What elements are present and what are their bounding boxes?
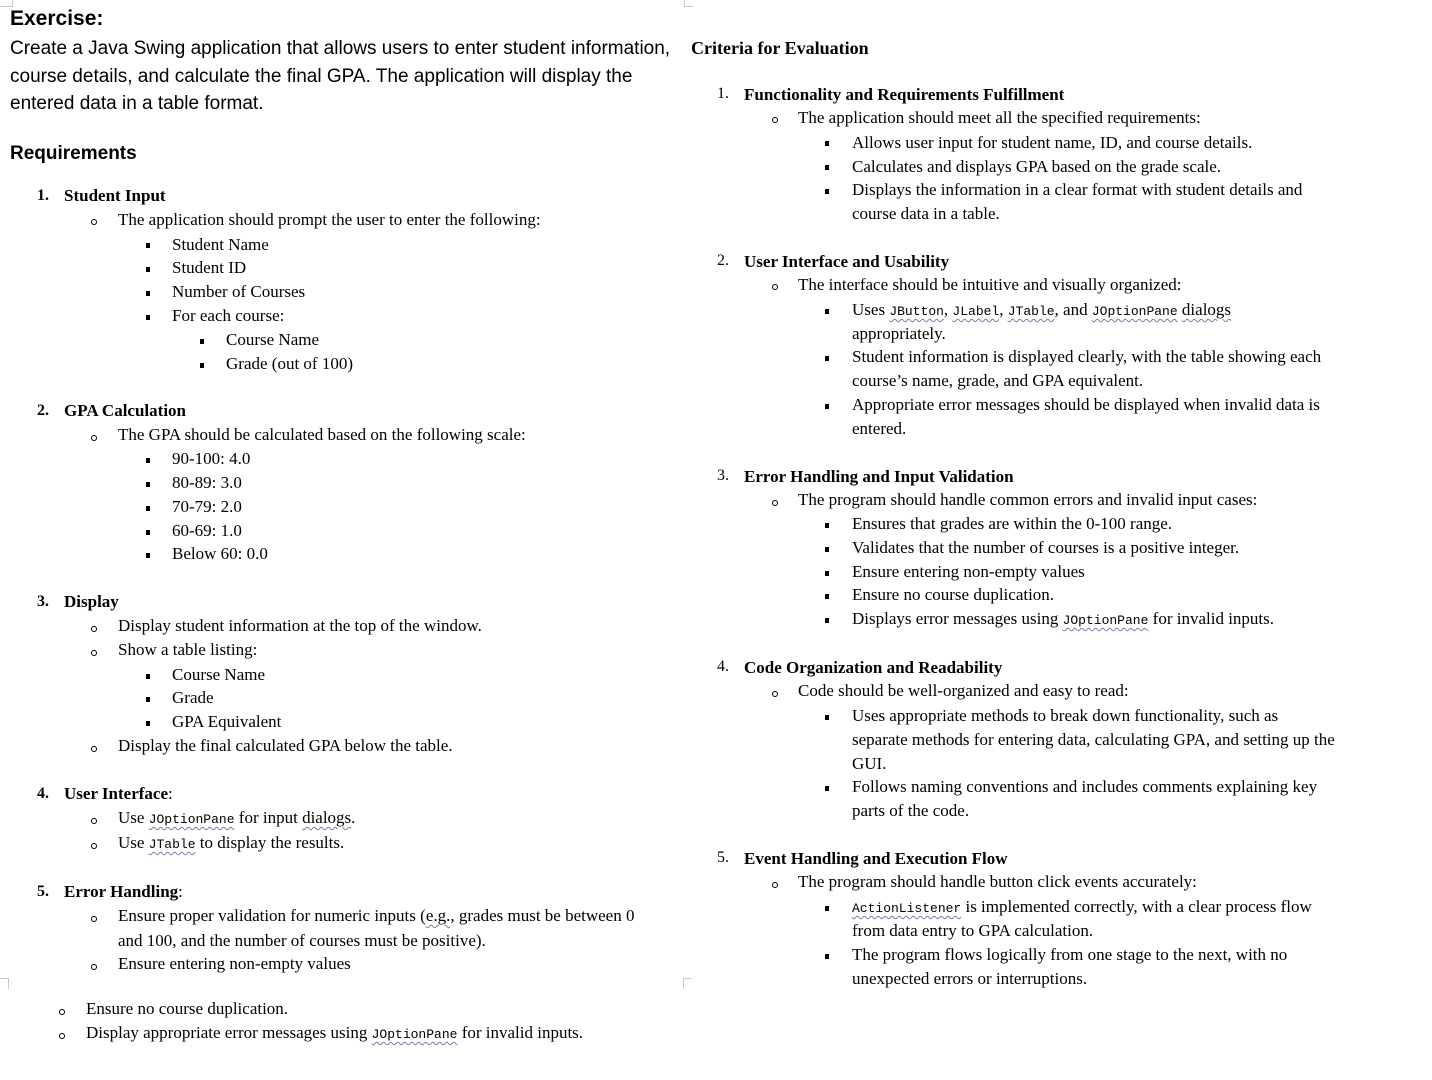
square-bullet-icon: [825, 786, 829, 791]
intro-line-2: course details, and calculate the final GPA. The application will display the: [10, 66, 633, 87]
square-bullet-icon: [825, 356, 829, 361]
crit5-sub: The program should handle button click events accurately:: [798, 872, 1197, 891]
square-bullet-icon: [825, 309, 829, 314]
crop-mark-mid-left: [0, 978, 9, 989]
circle-bullet-icon: [772, 691, 778, 697]
square-bullet-icon: [825, 165, 829, 170]
crop-mark-top-left: [0, 0, 13, 7]
circle-bullet-icon: [91, 219, 97, 225]
crit2-title: User Interface and Usability: [744, 252, 950, 271]
code-joptionpane: JOptionPane: [1062, 613, 1149, 628]
crit3-item-5: Displays error messages using JOptionPane for invalid inputs.: [852, 609, 1275, 628]
crit4-item-1-line3: GUI.: [852, 754, 887, 773]
req5-title: Error Handling: [64, 882, 179, 901]
circle-bullet-icon: [91, 650, 97, 656]
square-bullet-icon: [146, 530, 150, 535]
crit2-item-1-line2: appropriately.: [852, 324, 946, 343]
circle-bullet-icon: [91, 746, 97, 752]
circle-bullet-icon: [772, 882, 778, 888]
req5-bullet-3: Ensure no course duplication.: [86, 999, 289, 1018]
crit3-item-1: Ensures that grades are within the 0-100 range.: [852, 514, 1173, 533]
req3-item-3: GPA Equivalent: [172, 712, 282, 731]
square-bullet-icon: [146, 697, 150, 702]
code-actionlistener: ActionListener: [852, 901, 962, 916]
square-bullet-icon: [146, 553, 150, 558]
circle-bullet-icon: [772, 117, 778, 123]
req2-scale-1: 90-100: 4.0: [172, 449, 251, 468]
square-bullet-icon: [146, 506, 150, 511]
req1-title: Student Input: [64, 186, 166, 205]
crit2-number: 2.: [717, 252, 729, 269]
req2-title: GPA Calculation: [64, 401, 186, 420]
crit5-item-2: The program flows logically from one stage to the next, with no: [852, 945, 1288, 964]
circle-bullet-icon: [91, 916, 97, 922]
req5-bullet-2: Ensure entering non-empty values: [118, 954, 351, 973]
req5-number: 5.: [37, 883, 49, 900]
crit5-number: 5.: [717, 849, 729, 866]
circle-bullet-icon: [91, 964, 97, 970]
square-bullet-icon: [200, 363, 204, 368]
crit2-sub: The interface should be intuitive and visually organized:: [798, 275, 1182, 294]
intro-line-1: Create a Java Swing application that allows users to enter student information,: [10, 38, 671, 59]
code-joptionpane: JOptionPane: [1091, 304, 1178, 319]
req3-item-1: Course Name: [172, 665, 266, 684]
circle-bullet-icon: [91, 818, 97, 824]
square-bullet-icon: [200, 339, 204, 344]
square-bullet-icon: [146, 243, 150, 248]
crit2-item-3: Appropriate error messages should be displayed when invalid data is: [852, 395, 1320, 414]
square-bullet-icon: [825, 141, 829, 146]
req1-number: 1.: [37, 187, 49, 204]
exercise-heading: Exercise:: [10, 7, 104, 30]
square-bullet-icon: [825, 523, 829, 528]
square-bullet-icon: [146, 458, 150, 463]
circle-bullet-icon: [59, 1009, 65, 1015]
square-bullet-icon: [146, 267, 150, 272]
code-jtable: JTable: [148, 837, 196, 852]
req1-subitem-1: Course Name: [226, 330, 320, 349]
req4-bullet-1: Use JOptionPane for input dialogs.: [118, 808, 356, 827]
req2-number: 2.: [37, 402, 49, 419]
criteria-heading: Criteria for Evaluation: [691, 38, 869, 58]
square-bullet-icon: [825, 571, 829, 576]
req1-item-2: Student ID: [172, 258, 247, 277]
crit2-item-2: Student information is displayed clearly, with the table showing each: [852, 347, 1322, 366]
square-bullet-icon: [825, 715, 829, 720]
square-bullet-icon: [146, 482, 150, 487]
square-bullet-icon: [825, 547, 829, 552]
req2-scale-3: 70-79: 2.0: [172, 497, 242, 516]
circle-bullet-icon: [91, 843, 97, 849]
circle-bullet-icon: [772, 284, 778, 290]
req3-title: Display: [64, 592, 119, 611]
crit4-number: 4.: [717, 658, 729, 675]
square-bullet-icon: [825, 404, 829, 409]
square-bullet-icon: [825, 906, 829, 911]
code-jlabel: JLabel: [952, 304, 1000, 319]
crit5-item-2-line2: unexpected errors or interruptions.: [852, 969, 1088, 988]
req2-prompt: The GPA should be calculated based on the following scale:: [118, 425, 526, 444]
code-joptionpane: JOptionPane: [371, 1027, 458, 1042]
square-bullet-icon: [146, 674, 150, 679]
crit2-item-1: Uses JButton, JLabel, JTable, and JOptionPane dialogs: [852, 300, 1232, 319]
req5-title-line: Error Handling:: [64, 882, 183, 901]
req4-title-line: User Interface:: [64, 784, 173, 803]
circle-bullet-icon: [59, 1033, 65, 1039]
req2-scale-4: 60-69: 1.0: [172, 521, 242, 540]
req3-item-2: Grade: [172, 688, 214, 707]
code-jtable: JTable: [1007, 304, 1055, 319]
crit2-item-2-line2: course’s name, grade, and GPA equivalent.: [852, 371, 1144, 390]
req4-title: User Interface: [64, 784, 169, 803]
req1-prompt: The application should prompt the user to enter the following:: [118, 210, 541, 229]
req1-item-4: For each course:: [172, 306, 285, 325]
square-bullet-icon: [825, 189, 829, 194]
req3-bullet-2: Show a table listing:: [118, 640, 258, 659]
crit4-title: Code Organization and Readability: [744, 658, 1003, 677]
square-bullet-icon: [825, 954, 829, 959]
req2-scale-2: 80-89: 3.0: [172, 473, 242, 492]
crit4-item-1: Uses appropriate methods to break down functionality, such as: [852, 706, 1279, 725]
req2-scale-5: Below 60: 0.0: [172, 544, 268, 563]
crit1-item-3: Displays the information in a clear format with student details and: [852, 180, 1303, 199]
intro-line-3: entered data in a table format.: [10, 93, 264, 114]
req4-bullet-2: Use JTable to display the results.: [118, 833, 345, 852]
crit5-item-1: ActionListener is implemented correctly, with a clear process flow: [852, 897, 1312, 916]
crit1-item-2: Calculates and displays GPA based on the grade scale.: [852, 157, 1222, 176]
square-bullet-icon: [146, 291, 150, 296]
crit5-item-1-line2: from data entry to GPA calculation.: [852, 921, 1094, 940]
crit1-sub: The application should meet all the specified requirements:: [798, 108, 1201, 127]
code-jbutton: JButton: [889, 304, 944, 319]
req3-bullet-3: Display the final calculated GPA below the table.: [118, 736, 453, 755]
circle-bullet-icon: [91, 435, 97, 441]
crop-mark-mid-center: [683, 978, 692, 989]
crit1-number: 1.: [717, 85, 729, 102]
square-bullet-icon: [146, 721, 150, 726]
req5-bullet-1-line2: and 100, and the number of courses must be positive).: [118, 931, 486, 950]
crit3-sub: The program should handle common errors and invalid input cases:: [798, 490, 1258, 509]
crit4-item-1-line2: separate methods for entering data, calculating GPA, and setting up the: [852, 730, 1335, 749]
req1-subitem-2: Grade (out of 100): [226, 354, 353, 373]
crit1-item-1: Allows user input for student name, ID, and course details.: [852, 133, 1253, 152]
crit1-title: Functionality and Requirements Fulfillment: [744, 85, 1065, 104]
crit5-title: Event Handling and Execution Flow: [744, 849, 1008, 868]
crit4-sub: Code should be well-organized and easy to read:: [798, 681, 1129, 700]
square-bullet-icon: [825, 594, 829, 599]
req1-item-3: Number of Courses: [172, 282, 306, 301]
square-bullet-icon: [146, 315, 150, 320]
req5-bullet-4: Display appropriate error messages using JOptionPane for invalid inputs.: [86, 1023, 584, 1042]
crit3-number: 3.: [717, 467, 729, 484]
crit4-item-2: Follows naming conventions and includes comments explaining key: [852, 777, 1318, 796]
crit1-item-3-line2: course data in a table.: [852, 204, 1000, 223]
req5-bullet-1: Ensure proper validation for numeric inputs (e.g., grades must be between 0: [118, 906, 635, 925]
crit3-item-3: Ensure entering non-empty values: [852, 562, 1085, 581]
circle-bullet-icon: [91, 626, 97, 632]
circle-bullet-icon: [772, 500, 778, 506]
crit3-item-4: Ensure no course duplication.: [852, 585, 1055, 604]
req4-number: 4.: [37, 785, 49, 802]
req3-number: 3.: [37, 593, 49, 610]
req3-bullet-1: Display student information at the top of the window.: [118, 616, 482, 635]
crit3-item-2: Validates that the number of courses is a positive integer.: [852, 538, 1240, 557]
square-bullet-icon: [825, 618, 829, 623]
crit2-item-3-line2: entered.: [852, 419, 907, 438]
requirements-heading: Requirements: [10, 143, 137, 164]
req1-item-1: Student Name: [172, 235, 269, 254]
crop-mark-top-center: [684, 0, 693, 7]
crit4-item-2-line2: parts of the code.: [852, 801, 970, 820]
crit3-title: Error Handling and Input Validation: [744, 467, 1014, 486]
code-joptionpane: JOptionPane: [148, 812, 235, 827]
